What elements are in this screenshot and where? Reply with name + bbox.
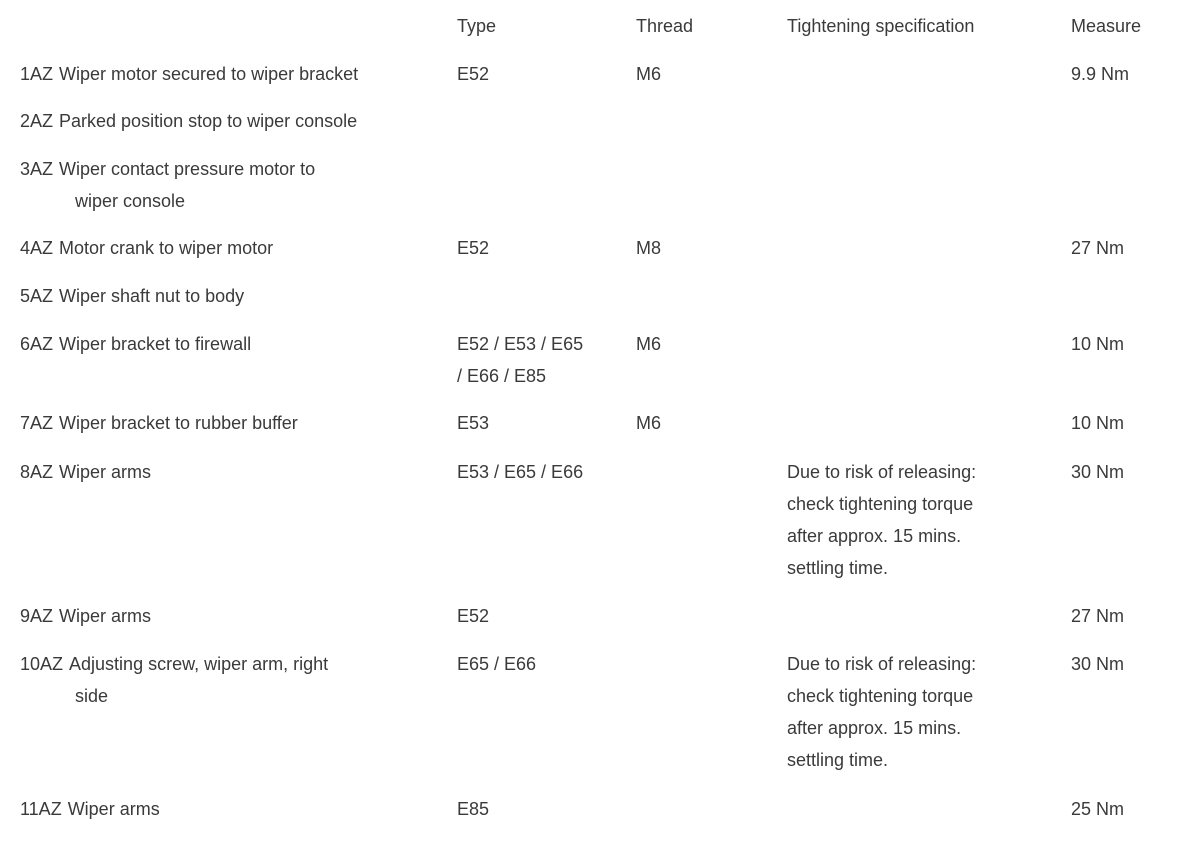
type-value: E65 / E66 xyxy=(457,654,537,674)
spec-line: check tightening torque xyxy=(787,494,974,514)
item-text: Motor crank to wiper motor xyxy=(59,238,274,258)
measure-value: 25 Nm xyxy=(1071,799,1125,819)
thread-value: M6 xyxy=(636,413,662,433)
measure-value: 9.9 Nm xyxy=(1071,64,1130,84)
item-number: 2AZ xyxy=(20,111,54,131)
spec-line: after approx. 15 mins. xyxy=(787,718,962,738)
type-value: E52 xyxy=(457,64,490,84)
item-description xyxy=(20,456,450,488)
thread-value: M6 xyxy=(636,334,662,354)
item-description xyxy=(20,58,450,90)
type-value: E52 xyxy=(457,238,490,258)
type-value: E53 xyxy=(457,413,490,433)
header-thread: Thread xyxy=(636,16,694,36)
spec-line: after approx. 15 mins. xyxy=(787,526,962,546)
item-description xyxy=(20,153,450,217)
item-description xyxy=(20,280,450,312)
spec-line: settling time. xyxy=(787,750,889,770)
spec-line: check tightening torque xyxy=(787,686,974,706)
item-description xyxy=(20,232,450,264)
item-number: 6AZ xyxy=(20,334,54,354)
item-text: Wiper arms xyxy=(59,462,152,482)
item-text: Wiper arms xyxy=(67,799,160,819)
item-text: Wiper contact pressure motor to xyxy=(59,159,316,179)
type-value xyxy=(457,328,627,392)
spec-line: Due to risk of releasing: xyxy=(787,462,977,482)
type-line-2: / E66 / E85 xyxy=(457,366,547,386)
item-text: Wiper arms xyxy=(59,606,152,626)
measure-value: 27 Nm xyxy=(1071,238,1125,258)
tightening-specification xyxy=(787,456,1057,584)
item-description xyxy=(20,105,450,137)
type-value: E53 / E65 / E66 xyxy=(457,462,584,482)
item-description xyxy=(20,793,450,825)
header-measure: Measure xyxy=(1071,16,1142,36)
spec-line: settling time. xyxy=(787,558,889,578)
tightening-specification xyxy=(787,648,1057,776)
item-number: 3AZ xyxy=(20,159,54,179)
item-description xyxy=(20,600,450,632)
thread-value: M6 xyxy=(636,64,662,84)
item-description xyxy=(20,407,450,439)
header-type: Type xyxy=(457,16,497,36)
table-header xyxy=(0,10,1200,42)
type-value: E52 xyxy=(457,606,490,626)
item-text: Wiper motor secured to wiper bracket xyxy=(59,64,359,84)
item-number: 11AZ xyxy=(20,799,62,819)
item-text-continued: wiper console xyxy=(75,191,186,211)
measure-value: 10 Nm xyxy=(1071,334,1125,354)
item-text: Wiper shaft nut to body xyxy=(59,286,245,306)
spec-line: Due to risk of releasing: xyxy=(787,654,977,674)
item-text: Parked position stop to wiper console xyxy=(59,111,358,131)
item-number: 4AZ xyxy=(20,238,54,258)
measure-value: 27 Nm xyxy=(1071,606,1125,626)
measure-value: 30 Nm xyxy=(1071,654,1125,674)
measure-value: 30 Nm xyxy=(1071,462,1125,482)
header-tightening-specification: Tightening specification xyxy=(787,16,975,36)
type-line-1: E52 / E53 / E65 xyxy=(457,334,584,354)
item-text: Adjusting screw, wiper arm, right xyxy=(69,654,329,674)
thread-value: M8 xyxy=(636,238,662,258)
item-text-continued: side xyxy=(75,686,109,706)
item-description xyxy=(20,328,450,360)
type-value: E85 xyxy=(457,799,490,819)
item-description xyxy=(20,648,450,712)
measure-value: 10 Nm xyxy=(1071,413,1125,433)
item-text: Wiper bracket to firewall xyxy=(59,334,252,354)
item-number: 9AZ xyxy=(20,606,54,626)
item-number: 7AZ xyxy=(20,413,54,433)
item-number: 5AZ xyxy=(20,286,54,306)
item-number: 10AZ xyxy=(20,654,64,674)
item-number: 1AZ xyxy=(20,64,54,84)
item-text: Wiper bracket to rubber buffer xyxy=(59,413,298,433)
item-number: 8AZ xyxy=(20,462,54,482)
